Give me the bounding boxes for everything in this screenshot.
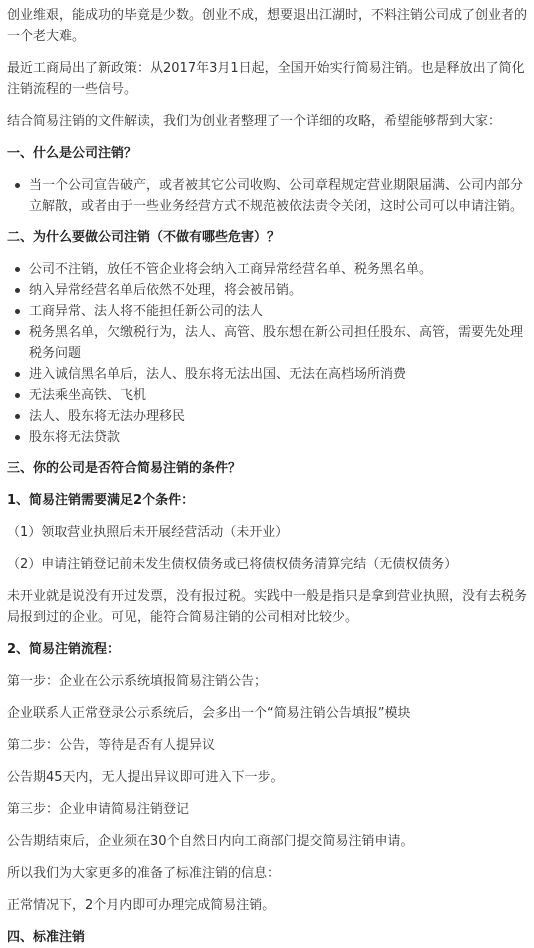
- bullet-icon: [15, 330, 20, 335]
- list-item: [7, 280, 528, 301]
- list-item: [7, 322, 528, 364]
- section3-heading: 三、你的公司是否符合简易注销的条件？: [7, 461, 242, 476]
- bullet-icon: [15, 267, 20, 272]
- condition-2: （2）申请注销登记前未发生债权债务或已将债权债务清算完结（无债权债务）: [7, 557, 458, 572]
- intro-paragraph-1: 创业维艰，能成功的毕竟是少数。创业不成，想要退出江湖时，不料注销公司成了创业者的一个老大难。: [7, 8, 528, 44]
- intro-paragraph-2: 最近工商局出了新政策：从2017年3月1日起，全国开始实行简易注销。也是释放出了简化注销流程的一些信号。: [7, 61, 525, 97]
- list-item-text: 税务黑名单，欠缴税行为，法人、高管、股东想在新公司担任股东、高管，需要先处理税务问题: [29, 325, 524, 361]
- bullet-icon: [15, 183, 20, 188]
- step-2-detail: 公告期45天内，无人提出异议即可进入下一步。: [7, 770, 284, 785]
- list-item-text: 工商异常、法人将不能担任新公司的法人: [29, 304, 264, 319]
- condition-1: （1）领取营业执照后未开展经营活动（未开业）: [7, 525, 289, 540]
- list-item: [7, 259, 528, 280]
- list-item: [7, 301, 528, 322]
- section2-list: [7, 259, 528, 448]
- bullet-icon: [15, 435, 20, 440]
- step-2: 第二步：公告，等待是否有人提异议: [7, 738, 216, 753]
- list-item: [7, 385, 528, 406]
- list-item-text: 无法乘坐高铁、飞机: [29, 388, 147, 403]
- step-3-detail: 公告期结束后，企业须在30个自然日内向工商部门提交简易注销申请。: [7, 834, 414, 849]
- step-3: 第三步：企业申请简易注销登记: [7, 802, 190, 817]
- list-item-text: 纳入异常经营名单后依然不处理，将会被吊销。: [29, 283, 303, 298]
- section1-list: [7, 175, 528, 217]
- prep-note: 所以我们为大家更多的准备了标准注销的信息：: [7, 866, 281, 881]
- list-item: [7, 175, 528, 217]
- bullet-icon: [15, 288, 20, 293]
- list-item-text: 法人、股东将无法办理移民: [29, 409, 186, 424]
- condition-note: 未开业就是说没有开过发票，没有报过税。实践中一般是指只是拿到营业执照，没有去税务局报到过的企业。可见，能符合简易注销的公司相对比较少。: [7, 589, 528, 625]
- list-item-text: 当一个公司宣告破产，或者被其它公司收购、公司章程规定营业期限届满、公司内部分立解散，或者由于一些业务经营方式不规范被依法责令关闭，这时公司可以申请注销。: [29, 178, 524, 214]
- list-item-text: 股东将无法贷款: [29, 430, 121, 445]
- bullet-icon: [15, 414, 20, 419]
- list-item: [7, 427, 528, 448]
- bullet-icon: [15, 393, 20, 398]
- bullet-icon: [15, 372, 20, 377]
- section2-heading: 二、为什么要做公司注销（不做有哪些危害）？: [7, 230, 281, 245]
- list-item: [7, 406, 528, 427]
- bullet-icon: [15, 309, 20, 314]
- section4-heading: 四、标准注销: [7, 930, 86, 945]
- step-1-detail: 企业联系人正常登录公示系统后，会多出一个“简易注销公告填报”模块: [7, 706, 411, 721]
- list-item-text: 公司不注销，放任不管企业将会纳入工商异常经营名单、税务黑名单。: [29, 262, 433, 277]
- section3-sub2-heading: 2、简易注销流程：: [7, 642, 121, 657]
- list-item: [7, 364, 528, 385]
- list-item-text: 进入诚信黑名单后，法人、股东将无法出国、无法在高档场所消费: [29, 367, 407, 382]
- normal-note: 正常情况下，2个月内即可办理完成简易注销。: [7, 898, 276, 913]
- section3-sub1-heading: 1、简易注销需要满足2个条件：: [7, 493, 195, 508]
- intro-paragraph-3: 结合简易注销的文件解读，我们为创业者整理了一个详细的攻略，希望能够帮到大家：: [7, 114, 502, 129]
- article: [0, 5, 534, 945]
- step-1: 第一步：企业在公示系统填报简易注销公告；: [7, 674, 268, 689]
- section1-heading: 一、什么是公司注销？: [7, 146, 138, 161]
